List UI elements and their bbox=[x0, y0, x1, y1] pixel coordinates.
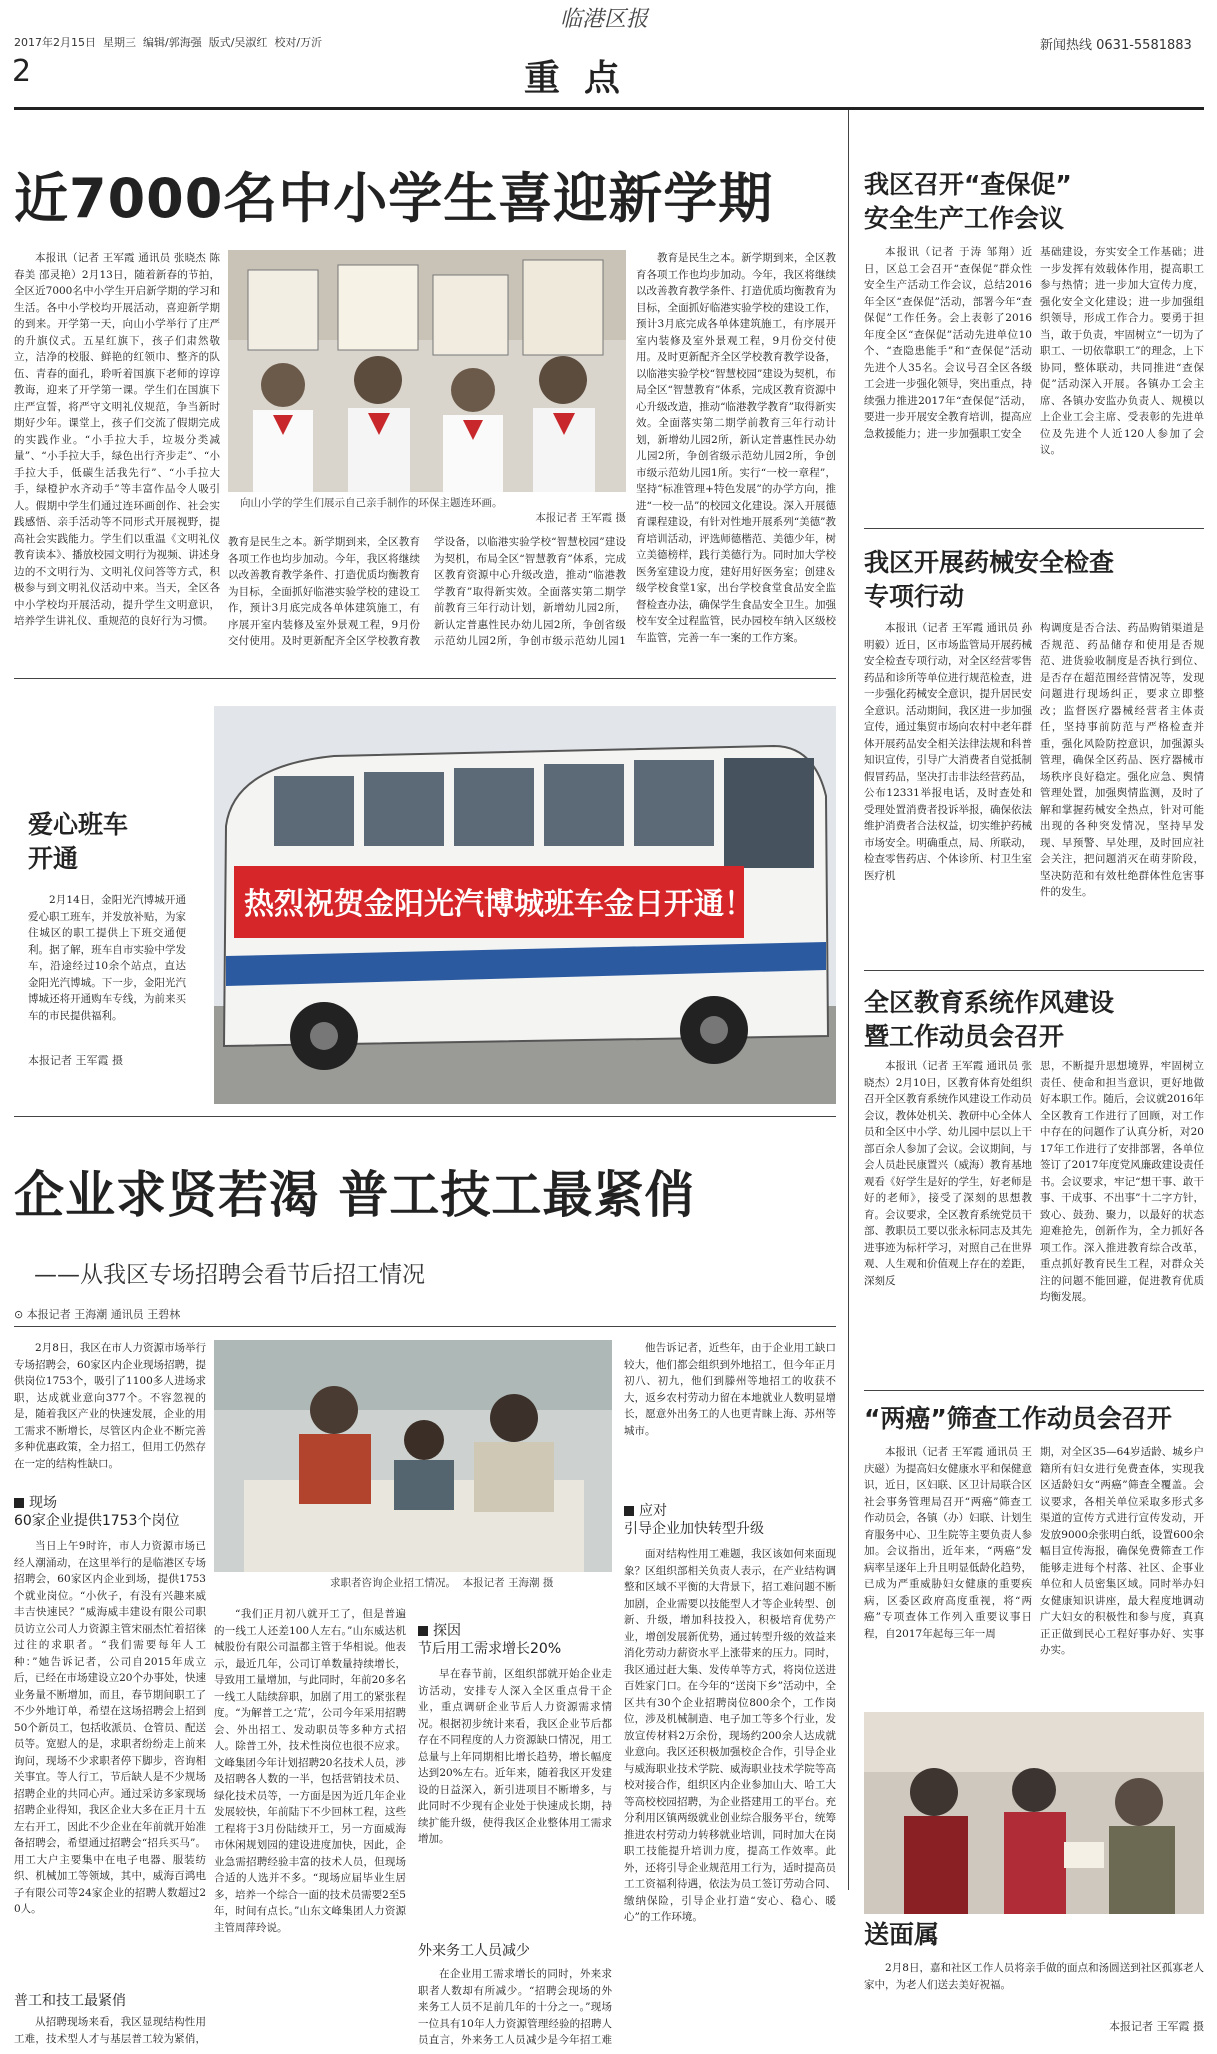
bus-banner-text: 热烈祝贺金阳光汽博城班车金日开通！ bbox=[244, 887, 754, 922]
flag-photo bbox=[864, 1712, 1204, 1914]
jobs-col2a: “我们正月初八就开工了，但是普遍的一线工人还差100人左右。”山东威达机械股份有限公司温都主管于华相说。他表示，最近几年，公司订单数量持续增长，导致用工量增加，与此同时，年前20多名一线工人陆续辞职，加剧了用工的紧张程度。“为解普工之‘荒’，公司今年采用招聘会、外出招工、发动职员等多种方式招人。除普工外，技术性岗位也很不应求。文峰集团今年计划招聘20名技术人员，涉及招聘各人数的一半，包括营销技术员、绿化技术员等，一方面是因为近几年企业发展较快，年前陆下不少回林工程，这些工程将于3月份陆续开工，另一方面威海市休闲规划园的建设进度加快，因此，企业急需招聘经验丰富的技术人员，但现场合适的人选并不多。“现场应届毕业生居多，培养一个综合一面的技术员需要2至5年，时间有点长。”山东文峰集团人力资源主管周萍玲说。 bbox=[214, 1608, 406, 1934]
page-number: 2 bbox=[12, 54, 32, 89]
jobs-subhead-tech: 普工和技工最紧俏 bbox=[14, 1993, 126, 2009]
rule bbox=[14, 1326, 836, 1327]
rule bbox=[14, 678, 836, 679]
lead-col1: 本报讯（记者 王军霞 通讯员 张晓杰 陈春美 邵灵艳）2月13日，随着新春的节拍，全区近7000名中小学生开启新学期的学习和生活。各中小学校均开展活动，喜迎新学期的到来。开学第一天，向山小学举行了庄严的升旗仪式。五星红旗下，孩子们肃然敬立，洁净的校服、鲜艳的红领巾、整齐的队伍、青春的面孔，聆听着国旗下老师的谆谆教诲，迎来了开学第一课。学生们在国旗下庄严宣誓，将严守文明礼仪规范，争当新时期好少年。课堂上，孩子们交流了假期完成的实践作业。“小手拉大手，垃圾分类减量”、“小手拉大手，绿色出行齐步走”、“小手拉大手，低碳生活我先行”、“小手拉大手，绿橙护水齐动手”等丰富作品令人吸引人。假期中学生们通过连环画创作、社会实践感悟、亲手活动等不同形式开展视野，提高社会实践能力。学生们以重温《文明礼仪教育读本》、播放校园文明行为视频、讲述身边的不文明行为、文明礼仪问答等方式，积极参与到文明礼仪活动中来。当天，全区各中小学校均开展活动，提升学生文明意识，培养学生讲礼仪、重规范的良好行为习惯。 bbox=[14, 252, 220, 627]
flag-credit: 本报记者 王军霞 摄 bbox=[1109, 2020, 1204, 2033]
jobs-reason-body: 早在春节前，区组织部就开始企业走访活动，安排专人深入全区重点骨干企业，重点调研企业节后人力资源需求情况。根据初步统计来看，我区企业节后都存在不同程度的人力资源缺口情况，用工总量与上年同期相比增长趋势，增长幅度达到20%左右。近年来，随着我区开发建设的日益深入，新引进项目不断增多，与此同时不少现有企业处于快速成长期，持续扩能升级，使得我区企业整体用工需求增加。 bbox=[418, 1668, 612, 1845]
edu-col2: 思，不断提升思想境界，牢固树立责任、使命和担当意识，更好地做好本职工作。随后，会议就2016年全区教育工作进行了回顾，对工作中存在的问题作了认真分析，对2017年工作进行了安排部署，各单位签订了2017年度党风廉政建设责任书。会议要求，牢记“想干事、敢干事、干成事、不出事”十二字方针，致心、鼓劲、聚力，以最好的状态迎难抢先，创新作为，全力抓好各项工作。深入推进教育综合改革，重点抓好教育民生工程，对群众关注的问题不能回避，促进教育优质均衡发展。 bbox=[1040, 1060, 1204, 1303]
bus-photo bbox=[214, 706, 836, 1104]
square-bullet-icon bbox=[624, 1506, 634, 1516]
lead-col1-continued: 教育是民生之本。新学期到来，全区教育各项工作也均步加动。今年，我区将继续以改善教育教学条件、打造优质均衡教育为目标，全面抓好临港实验学校的建设工作，预计3月底完成各单体建筑施工，有序展开室内装修及室外景观工程，9月份交付使用。及时更新配齐全区学校教育教学设备，以临港实验学校“智慧校园”建设为契机，布局全区“智慧教育”体系，完成区教育资源中心升级改造，推动“临港教学教育”取得新实效。全面落实第二期学前教育三年行动计划，新增幼儿园2所，新认定普惠性民办幼儿园2所，争创省级示范幼儿园2所，争创市级示范幼儿园1 bbox=[228, 536, 626, 647]
jobs-tech-body: 从招聘现场来看，我区显现结构性用工难，技术型人才与基层普工较为紧俏， bbox=[14, 2016, 206, 2045]
square-bullet-icon bbox=[418, 1626, 428, 1636]
jobs-scene-body: 当日上午9时许，市人力资源市场已经人潮涌动，在这里举行的是临港区专场招聘会，60家区内企业到场，提供1753个就业岗位。“小伙子，有没有兴趣来威丰吉快速民？”威海威丰建设有限公司职员访立公司人力资源主管宋丽杰忙着招徕过往的求职者。“我们需要每年人工种：”她告诉记者，公司自2015年成立后，已经在市场建设立20个办事处，快速业务量不断增加，而且，春节期间职工了不少外地订单，希望在这场招聘会上招到50个新员工，包括收派员、仓管员、配送员等。宽慰人的是，求职者纷纷走上前来询问，现场不少求职者停下脚步，咨询相关事宜。等人行工，节后缺人是不少规场招聘企业的共同心声。通过采访多家现场招聘企业得知，我区企业大多在正月十五左右开工，因此不少企业在年前就开始准备招聘会，希望通过招聘会“招兵买马”。用工大户主要集中在电子电器、服装纺织、机械加工等领域，其中，威海百鸿电子有限公司等24家企业的招聘人数超过20人。 bbox=[14, 1540, 206, 1915]
bus-body: 2月14日，金阳光汽博城开通爱心职工班车，并发放补贴，为家住城区的职工提供上下班交通便利。据了解，班车自市实验中学发车，沿途经过10余个站点，直达金阳光汽博城。下一步，金阳光汽博城还将开通购车专线，为前来买车的市民提供福利。 bbox=[28, 894, 186, 1022]
elderly-receiving-food-image bbox=[864, 1712, 1204, 1914]
rule bbox=[14, 1116, 836, 1117]
section-title: 重点 bbox=[524, 58, 645, 99]
jobs-photo bbox=[214, 1340, 612, 1572]
cancer-col1: 本报讯（记者 王军霞 通讯员 王庆磁）为提高妇女健康水平和保健意识，近日，区妇联、区卫计局联合区社会事务管理局召开“两癌”筛查工作动员会，各镇（办）妇联、计划生育服务中心、卫生院等主要负责人参加。会议指出，近年来，“两癌”发病率呈逐年上升且明显低龄化趋势，已成为严重威胁妇女健康的重要疾病，区委区政府高度重视，将“两癌”专项查体工作列入重要议事日程，自2017年起每三年一周 bbox=[864, 1446, 1032, 1640]
rule bbox=[864, 970, 1204, 971]
rule bbox=[864, 528, 1204, 529]
drug-col1: 本报讯（记者 王军霞 通讯员 孙明毅）近日，区市场监管局开展药械安全检查专项行动，对全区经营零售药品和诊所等单位进行规范检查，进一步强化药械安全意识，提升居民安全意识。活动期间，我区进一步加强宣传，通过集贸市场向农村中老年群体开展药品安全相关法律法规和科普知识宣传，引导广大消费者自觉抵制假冒药品，坚决打击非法经营药品，公布12331举报电话，及时查处和受理处置消费者投诉举报，确保依法维护消费者合法权益，切实维护药械市场安全。明确重点，局、所联动，检查零售药店、个体诊所、村卫生室医疗机 bbox=[864, 622, 1032, 882]
cancer-headline: “两癌”筛查工作动员会召开 bbox=[864, 1404, 1172, 1433]
jobs-cope-body: 面对结构性用工难题，我区该如何来面现象？区组织部相关负责人表示，在产业结构调整和区域不平衡的大背景下，招工难问题不断加剧，企业需要以技能型人才等企业转型、创新、升级，增加科技投入，积极培育优势产业，增创发展新优势，通过转型升级的效益来消化劳动力薪资水平上涨带来的压力。同时，我区通过赶大集、发传单等方式，将岗位送进百姓家门口。在今年的“送岗下乡”活动中，全区共有30个企业招聘岗位800余个，工作岗位，涉及机械制造、电子加工等多个行业，发放宣传材料2万余份，现场约200余人达成就业意向。我区还积极加强校企合作，引导企业与威海职业技术学院、威海职业技术学院等高校对接合作，组织区内企业参加山大、哈工大等高校校园招聘，为企业搭建用工的平台。充分利用区镇两级就业创业综合服务平台，统筹推进农村劳动力转移就业培训，同时加大在岗职工技能提升培训力度，提高工作效率。此外，还将引导企业规范用工行为，适时提高员工工资福利待遇，依法为员工签订劳动合同、缴纳保险，引导企业打造“安心、稳心、暖心”的工作环境。 bbox=[624, 1548, 836, 1923]
flag-headline: 送面属 bbox=[864, 1920, 940, 1949]
lead-photo bbox=[228, 250, 626, 492]
safety-col2: 基础建设，夯实安全工作基础；进一步发挥有效载体作用，提高职工参与热情；进一步加大宣传力度，强化安全文化建设；进一步加强组织领导，形成工作合力。要勇于担当，敢于负责，牢固树立“一切为了职工、一切依靠职工”的理念，上下协同，整体联动，共同推进“查保促”活动深入开展。各镇办工会主席、各镇办安监办负责人、规模以上企业工会主席、受表彰的先进单位及先进个人近120人参加了会议。 bbox=[1040, 246, 1204, 456]
students-holding-drawings-image bbox=[228, 250, 626, 492]
jobs-byline: ⊙ 本报记者 王海潮 通讯员 王碧林 bbox=[14, 1308, 181, 1321]
safety-headline: 我区召开“查保促” 安全生产工作会议 bbox=[864, 170, 1072, 233]
jobs-subhead-reason: 探因 节后用工需求增长20% bbox=[418, 1623, 562, 1657]
cancer-col2: 期，对全区35—64岁适龄、城乡户籍所有妇女进行免费查体，实现我区适龄妇女“两癌”筛查全覆盖。会议要求，各相关单位采取多形式多渠道的宣传方式进行宣传发动，开发放9000余张明白纸，设置600余幅目宣传海报，确保免费筛查工作能够走进每个村落、社区、企事业单位和人员密集区域。同时举办妇女健康知识讲座，最大程度地调动广大妇女的积极性和参与度，真真正正做到民心工程好事办好、实事办实。 bbox=[1040, 1446, 1204, 1656]
masthead: 临港区报 bbox=[560, 7, 649, 32]
edu-col1: 本报讯（记者 王军霞 通讯员 张晓杰）2月10日，区教育体育处组织召开全区教育系统作风建设工作动员会议，教体处机关、教研中心全体人员和全区中小学、幼儿园中层以上干部百余人参加了会议。会议期间，与会人员赴民康置兴（威海）教育基地观看《好学生是好的学生，好老师是好的老师》，接受了深刻的思想教育。会议要求，全区教育系统党员干部、教职员工要以张永标同志及其先进事迹为标杆学习，对照自己在世界观、人生观和价值观上存在的差距，深刻反 bbox=[864, 1060, 1032, 1287]
drug-col2: 构调度是否合法、药品购销渠道是否规范、药品储存和使用是否规范、进货验收制度是否执行到位、是否存在超范围经营情况等，发现问题进行现场纠正，要求立即整改；监督医疗器械经营者主体责任，坚持事前防范与严格检查并重，强化风险防控意识，加强源头管理，确保全区药品、医疗器械市场秩序良好稳定。强化应急、舆情管理处置，加强舆情监测，及时了解和掌握药械安全热点，针对可能出现的各种突发情况，坚持早发现、早预警、早处理，及时回应社会关注，把问题消灭在萌芽阶段，坚决防范和有效杜绝群体性危害事件的发生。 bbox=[1040, 622, 1204, 898]
lead-col3: 教育是民生之本。新学期到来，全区教育各项工作也均步加动。今年，我区将继续以改善教育教学条件、打造优质均衡教育为目标，全面抓好临港实验学校的建设工作，预计3月底完成各单体建筑施工，有序展开室内装修及室外景观工程，9月份交付使用。及时更新配齐全区学校教育教学设备，以临港实验学校“智慧校园”建设为契机，布局全区“智慧教育”体系，完成区教育资源中心升级改造，推动“临港教学教育”取得新实效。全面落实第二期学前教育三年行动计划，新增幼儿园2所，新认定普惠性民办幼儿园2所，争创省级示范幼儿园2所，争创市级示范幼儿园1所。实行“一校一章程”，坚持“标准管理+特色发展”的办学方向，推进“一校一品”的校园文化建设。深入开展德育课程建设，有针对性地开展系列“美德”教育培训活动，评选师德楷范、美德少年，树立美德榜样，践行美德行为。同时加大学校医务室建设力度，建好用好医务室；创建＆级学校食堂1家，出台学校食堂食品安全监督检查办法，确保学生食品安全卫生。加强校车安全过程监管，民办园校车纳入区级校车监管，完善一车一案的工作方案。 bbox=[636, 252, 836, 644]
jobs-intro: 2月8日，我区在市人力资源市场举行专场招聘会，60家区内企业现场招聘，提供岗位1753个，吸引了1100多人进场求职，达成就业意向377个。不容忽视的是，随着我区产业的快速发展，企业的用工需求不断增长，尽管区内企业不断完善多种优惠政策，全力招工，但用工仍然存在一定的结构性缺口。 bbox=[14, 1342, 206, 1470]
job-fair-consultation-image bbox=[214, 1340, 612, 1572]
header-rule bbox=[14, 107, 1204, 110]
drug-headline: 我区开展药械安全检查 专项行动 bbox=[864, 548, 1115, 611]
header-meta: 2017年2月15日 星期三 编辑/郭海强 版式/吴淑红 校对/万沂 bbox=[14, 36, 323, 49]
jobs-headline: 企业求贤若渴 普工技工最紧俏 bbox=[14, 1166, 696, 1224]
lead-photo-caption: 向山小学的学生们展示自己亲手制作的环保主题连环画。 本报记者 王军霞 摄 bbox=[240, 497, 626, 524]
jobs-subhead-migrant: 外来务工人员减少 bbox=[418, 1943, 530, 1959]
jobs-photo-caption: 求职者咨询企业招工情况。 本报记者 王海潮 摄 bbox=[330, 1577, 554, 1589]
edu-headline: 全区教育系统作风建设 暨工作动员会召开 bbox=[864, 988, 1115, 1051]
square-bullet-icon bbox=[14, 1498, 24, 1508]
bus-headline: 爱心班车 开通 bbox=[28, 810, 129, 873]
lead-headline: 近7000名中小学生喜迎新学期 bbox=[14, 167, 774, 230]
jobs-migrant-body: 在企业用工需求增长的同时，外来求职者人数却有所减少。“招聘会现场的外来务工人员不足前几年的十分之一。”现场一位具有10年人力资源管理经验的招聘人员直言，外来务工人员减少是今年招工难 bbox=[418, 1968, 612, 2046]
rule bbox=[864, 1390, 1204, 1391]
jobs-col3a: 他告诉记者，近些年，由于企业用工缺口较大，他们都会组织到外地招工，但今年正月初八、初九，他们到滕州等地招工的收获不大，返乡农村劳动力留在本地就业人数明显增长，愿意外出务工的人也更青睐上海、苏州等城市。 bbox=[624, 1342, 836, 1437]
bus-with-banner-image bbox=[214, 706, 836, 1104]
jobs-subtitle: ——从我区专场招聘会看节后招工情况 bbox=[34, 1262, 425, 1288]
jobs-subhead-cope: 应对 引导企业加快转型升级 bbox=[624, 1503, 764, 1537]
flag-body: 2月8日，嘉和社区工作人员将亲手做的面点和汤圆送到社区孤寡老人家中，为老人们送去美好祝福。 bbox=[864, 1962, 1204, 1991]
jobs-subhead-scene: 现场 60家企业提供1753个岗位 bbox=[14, 1495, 180, 1529]
bus-credit: 本报记者 王军霞 摄 bbox=[28, 1054, 123, 1067]
column-divider bbox=[848, 110, 849, 1890]
hotline: 新闻热线 0631-5581883 bbox=[1040, 38, 1192, 53]
safety-col1: 本报讯（记者 于涛 邹翔）近日，区总工会召开“查保促”群众性安全生产活动工作会议，总结2016年全区“查保促”活动，部署今年“查保促”工作任务。会上表彰了2016年度全区“查保促”活动先进单位10个、“查隐患能手”和“查保促”活动先进个人35名。会议号召全区各级工会进一步强化领导，突出重点，持续强力推进2017年“查保促”活动，要进一步开展安全教育培训，提高应急救援能力；进一步加强职工安全 bbox=[864, 246, 1032, 440]
